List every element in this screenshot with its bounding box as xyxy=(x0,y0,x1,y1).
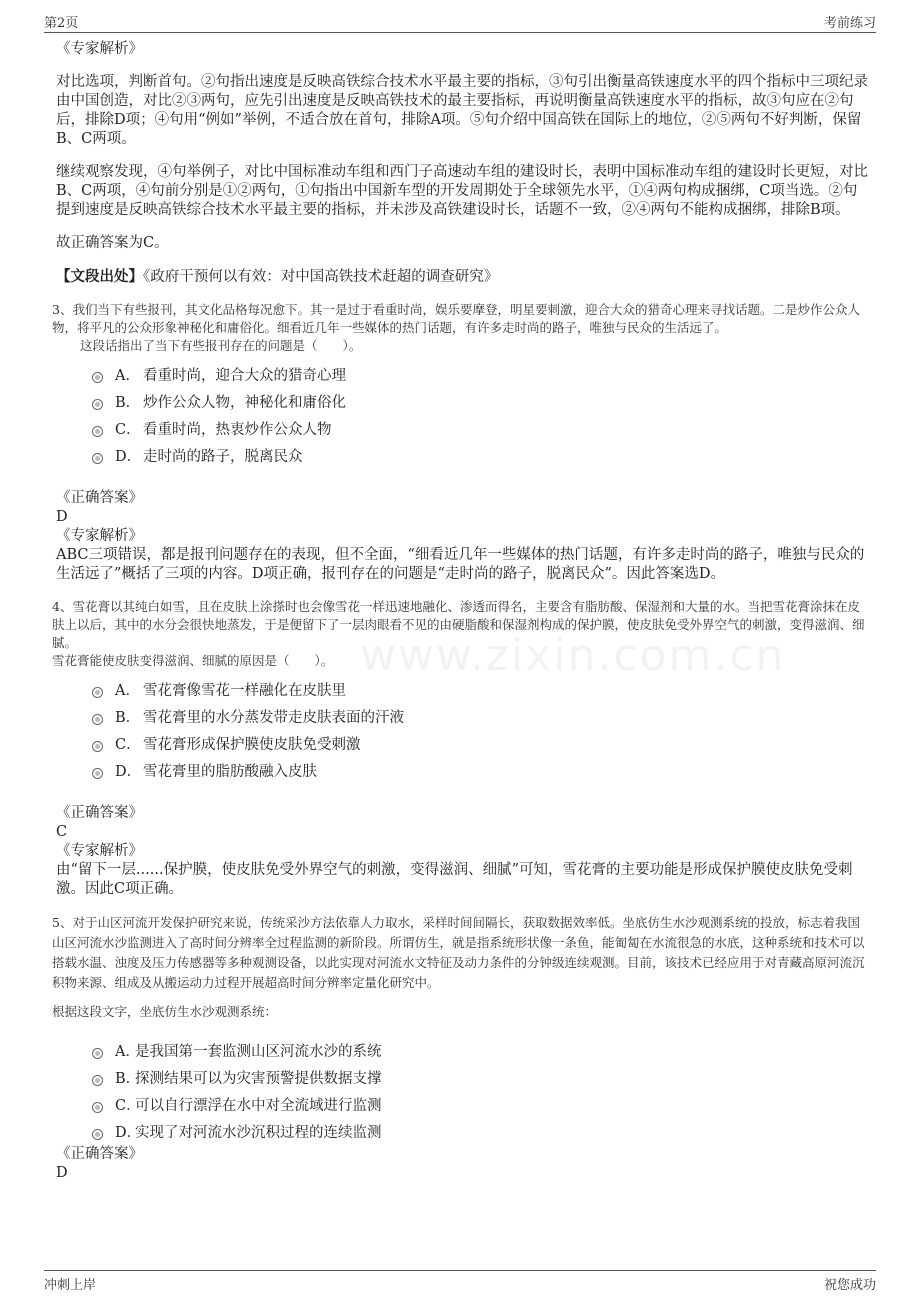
q5-option-c[interactable]: C． 可以自行漂浮在水中对全流域进行监测 xyxy=(92,1091,870,1118)
radio-icon[interactable] xyxy=(92,1102,103,1113)
radio-icon[interactable] xyxy=(92,426,103,437)
q4-answer-label: 《正确答案》 xyxy=(56,805,143,821)
q2-analysis-para1: 对比选项，判断首句。②句指出速度是反映高铁综合技术水平最主要的指标，③句引出衡量高铁速度水平的四个指标中三项纪录由中国创造，对比②③两句，应先引出速度是反映高铁技术的最主要指标，再说明衡量高铁速度水平的指标，故③句应在②句后，排除D项；④句用“例如”举例，不适合放在首句，排除A项。⑤句介绍中国高铁在国际上的地位，②⑤两句不好判断，保留B、C两项。 xyxy=(56,74,868,147)
q4-question: 雪花膏能使皮肤变得滋润、细腻的原因是（ ）。 xyxy=(52,653,334,668)
radio-icon[interactable] xyxy=(92,453,103,464)
q3-expert-label: 《专家解析》 xyxy=(56,528,143,544)
q4-answer: C xyxy=(56,824,68,840)
header-title: 考前练习 xyxy=(823,16,876,31)
q4-option-d[interactable]: D． 雪花膏里的脂肪酸融入皮肤 xyxy=(92,757,870,784)
q2-source xyxy=(56,267,870,287)
q3-option-b[interactable]: B． 炒作公众人物，神秘化和庸俗化 xyxy=(92,388,870,415)
radio-icon[interactable] xyxy=(92,1048,103,1059)
q4-stem: 4、雪花膏以其纯白如雪，且在皮肤上涂搽时也会像雪花一样迅速地融化、渗透而得名，主要含有脂肪酸、保湿剂和大量的水。当把雪花膏涂抹在皮肤上以后，其中的水分会很快地蒸发，于是便留下了一层肉眼看不见的由硬脂酸和保湿剂构成的保护膜，使皮肤免受外界空气的刺激，变得滋润、细腻。 xyxy=(52,599,865,650)
q4-analysis: 由“留下一层......保护膜，使皮肤免受外界空气的刺激，变得滋润、细腻”可知，雪花膏的主要功能是形成保护膜使皮肤免受刺激。因此C项正确。 xyxy=(56,862,853,897)
radio-icon[interactable] xyxy=(92,741,103,752)
watermark: www.zixin.com.cn xyxy=(360,630,786,681)
q4-options xyxy=(92,676,870,784)
radio-icon[interactable] xyxy=(92,687,103,698)
footer-right: 祝您成功 xyxy=(823,1278,876,1293)
page-content xyxy=(52,40,870,1183)
q5-option-a[interactable]: A． 是我国第一套监测山区河流水沙的系统 xyxy=(92,1037,870,1064)
radio-icon[interactable] xyxy=(92,768,103,779)
radio-icon[interactable] xyxy=(92,399,103,410)
q3-option-d[interactable]: D． 走时尚的路子，脱离民众 xyxy=(92,442,870,469)
q4-expert-label: 《专家解析》 xyxy=(56,843,143,859)
q4-option-b[interactable]: B． 雪花膏里的水分蒸发带走皮肤表面的汗液 xyxy=(92,703,870,730)
q2-analysis-para2: 继续观察发现，④句举例子，对比中国标准动车组和西门子高速动车组的建设时长，表明中国标准动车组的建设时长更短，对比B、C两项，④句前分别是①②两句，①句指出中国新车型的开发周期处于全球领先水平，①④两句构成捆绑，C项当选。②句提到速度是反映高铁综合技术水平最主要的指标，并未涉及高铁建设时长，话题不一致，②④两句不能构成捆绑，排除B项。 xyxy=(56,164,868,218)
footer-left: 冲刺上岸 xyxy=(44,1278,97,1293)
q2-expert-label: 《专家解析》 xyxy=(56,41,143,57)
q5-answer-label: 《正确答案》 xyxy=(56,1146,143,1162)
q3-options xyxy=(92,361,870,469)
q2-source-text: 《政府干预何以有效：对中国高铁技术赶超的调查研究》 xyxy=(143,269,499,285)
q5-options xyxy=(92,1037,870,1145)
q3-stem: 3、我们当下有些报刊，其文化品格每况愈下。其一是过于看重时尚，娱乐要摩登，明星要刺激，迎合大众的猎奇心理来寻找话题。二是炒作公众人物，将平凡的公众形象神秘化和庸俗化。细看近几年一些媒体的热门话题，有许多走时尚的路子，唯独与民众的生活远了。 xyxy=(52,302,860,335)
page-number: 第2页 xyxy=(44,16,79,31)
q5-stem: 5、对于山区河流开发保护研究来说，传统采沙方法依靠人力取水，采样时间间隔长，获取数据效率低。坐底仿生水沙观测系统的投放，标志着我国山区河流水沙监测进入了高时间分辨率全过程监测的新阶段。所谓仿生，就是指系统形状像一条鱼，能匍匐在水流很急的水底，这种系统和技术可以搭载水温、浊度及压力传感器等多种观测设备，以此实现对河流水文特征及动力条件的分钟级连续观测。目前，该技术已经应用于对青藏高原河流沉积物来源、组成及从搬运动力过程开展超高时间分辨率定量化研究中。 xyxy=(52,915,865,990)
q4-option-a[interactable]: A． 雪花膏像雪花一样融化在皮肤里 xyxy=(92,676,870,703)
q3-option-c[interactable]: C． 看重时尚，热衷炒作公众人物 xyxy=(92,415,870,442)
radio-icon[interactable] xyxy=(92,372,103,383)
q2-source-label: 【文段出处】 xyxy=(56,268,143,285)
q3-analysis: ABC三项错误，都是报刊问题存在的表现，但不全面，“细看近几年一些媒体的热门话题，有许多走时尚的路子，唯独与民众的生活远了”概括了三项的内容。D项正确，报刊存在的问题是“走时尚的路子，脱离民众”。因此答案选D。 xyxy=(56,547,865,582)
radio-icon[interactable] xyxy=(92,1075,103,1086)
page-footer xyxy=(44,1270,876,1294)
q2-conclusion: 故正确答案为C。 xyxy=(56,235,169,251)
q3-answer-label: 《正确答案》 xyxy=(56,490,143,506)
q5-option-b[interactable]: B． 探测结果可以为灾害预警提供数据支撑 xyxy=(92,1064,870,1091)
page-header xyxy=(44,12,876,33)
q5-question: 根据这段文字，坐底仿生水沙观测系统： xyxy=(52,1004,278,1019)
radio-icon[interactable] xyxy=(92,714,103,725)
radio-icon[interactable] xyxy=(92,1129,103,1140)
q5-option-d[interactable]: D． 实现了对河流水沙沉积过程的连续监测 xyxy=(92,1118,870,1145)
q3-question: 这段话指出了当下有些报刊存在的问题是（ ）。 xyxy=(80,338,362,353)
q4-option-c[interactable]: C． 雪花膏形成保护膜使皮肤免受刺激 xyxy=(92,730,870,757)
q3-answer: D xyxy=(56,509,68,525)
q5-answer: D xyxy=(56,1165,68,1181)
q3-option-a[interactable]: A． 看重时尚，迎合大众的猎奇心理 xyxy=(92,361,870,388)
